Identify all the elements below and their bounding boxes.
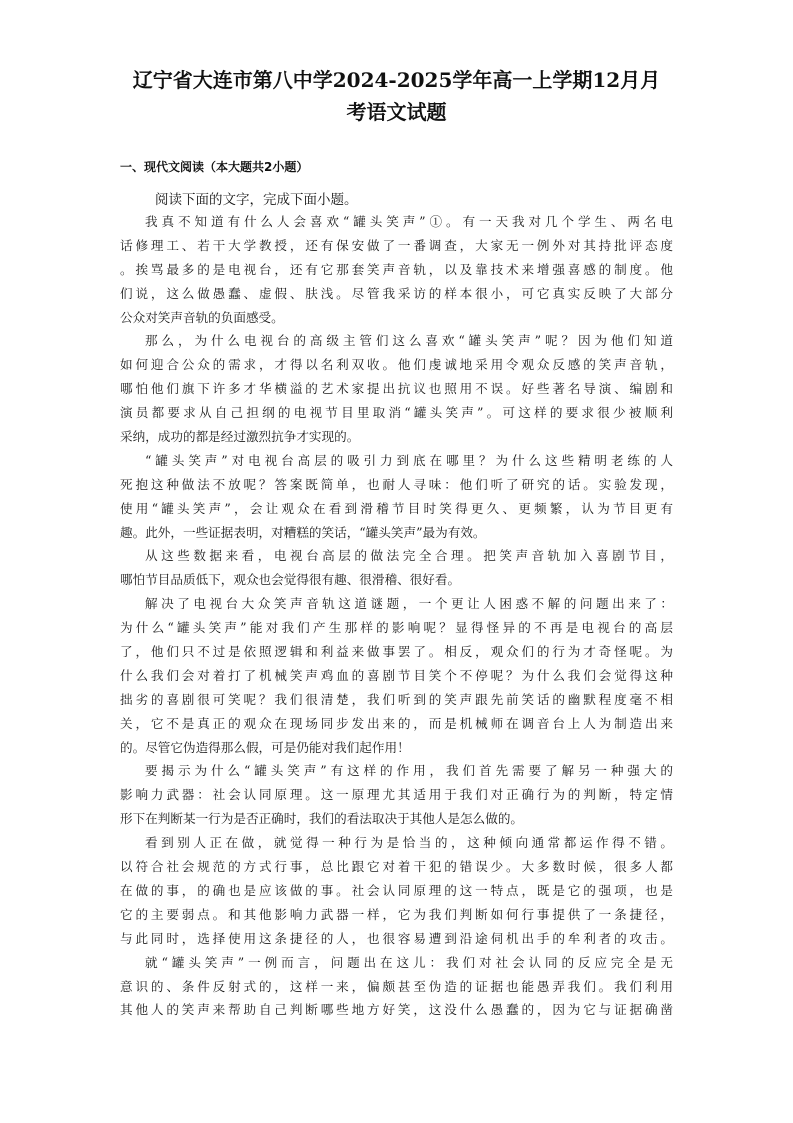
passage-line: 采纳，成功的都是经过激烈抗争才实现的。 [120, 429, 360, 445]
passage-line: 。挨骂最多的是电视台，还有它那套笑声音轨，以及靠技术来增强喜感的制度。他 [120, 261, 673, 277]
passage-line: 了，他们只不过是依照逻辑和利益来做事罢了。相反，观众们的行为才奇怪呢。为 [120, 644, 673, 660]
title-line-1: 辽宁省大连市第八中学2024-2025学年高一上学期12月月 [132, 68, 661, 92]
passage-line: 影响力武器：社会认同原理。这一原理尤其适用于我们对正确行为的判断，特定情 [120, 787, 673, 803]
passage-line: 那么，为什么电视台的高级主管们这么喜欢“罐头笑声”呢？因为他们知道 [145, 333, 673, 349]
passage-line: 在做的事，的确也是应该做的事。社会认同原理的这一特点，既是它的强项，也是 [120, 882, 673, 898]
passage-line: “罐头笑声”对电视台高层的吸引力到底在哪里？为什么这些精明老练的人 [145, 452, 673, 468]
passage-line: 使用“罐头笑声”，会让观众在看到滑稽节目时笑得更久、更频繁，认为节目更有 [120, 500, 673, 516]
passage-line: 的。尽管它伪造得那么假，可是仍能对我们起作用！ [120, 739, 410, 755]
document-title [0, 64, 793, 128]
passage-line: 以符合社会规范的方式行事，总比跟它对着干犯的错误少。大多数时候，很多人都 [120, 859, 673, 875]
passage-line: 拙劣的喜剧很可笑呢？我们很清楚，我们听到的笑声跟先前笑话的幽默程度毫不相 [120, 691, 673, 707]
passage-line: 死抱这种做法不放呢？答案既简单，也耐人寻味：他们听了研究的话。实验发现， [120, 476, 673, 492]
passage-line: 们说，这么做愚蠢、虚假、肤浅。尽管我采访的样本很小，可它真实反映了大部分 [120, 285, 673, 301]
passage-line: 什么我们会对着打了机械笑声鸡血的喜剧节目笑个不停呢？为什么我们会觉得这种 [120, 667, 673, 683]
passage-line: 它的主要弱点。和其他影响力武器一样，它为我们判断如何行事提供了一条捷径， [120, 906, 673, 922]
passage-line: 看到别人正在做，就觉得一种行为是恰当的，这种倾向通常都运作得不错。 [145, 835, 673, 851]
passage-line: 话修理工、若干大学教授，还有保安做了一番调查，大家无一例外对其持批评态度 [120, 237, 673, 253]
passage-line: 要揭示为什么“罐头笑声”有这样的作用，我们首先需要了解另一种强大的 [145, 763, 673, 779]
passage-line: 意识的、条件反射式的，这样一来，偏颇甚至伪造的证据也能愚弄我们。我们利用 [120, 978, 673, 994]
passage-line: 形下在判断某一行为是否正确时，我们的看法取决于其他人是怎么做的。 [120, 811, 523, 827]
passage-line: 关，它不是真正的观众在现场同步发出来的，而是机械师在调音台上人为制造出来 [120, 715, 673, 731]
passage-line: 哪怕节目品质低下，观众也会觉得很有趣、很滑稽、很好看。 [120, 572, 461, 588]
passage-line: 与此同时，选择使用这条捷径的人，也很容易遭到沿途伺机出手的牟利者的攻击。 [120, 930, 673, 946]
passage-line: 就“罐头笑声”一例而言，问题出在这儿：我们对社会认同的反应完全是无 [145, 954, 673, 970]
title-line-2: 考语文试题 [346, 100, 447, 124]
passage-line: 演员都要求从自己担纲的电视节目里取消“罐头笑声”。可这样的要求很少被顺利 [120, 405, 673, 421]
reading-instruction: 阅读下面的文字，完成下面小题。 [155, 192, 358, 208]
section-heading: 一、现代文阅读（本大题共2小题） [120, 160, 309, 174]
reading-passage [120, 210, 673, 1022]
passage-line: 解决了电视台大众笑声音轨这道谜题，一个更让人困惑不解的问题出来了： [145, 596, 673, 612]
passage-line: 其他人的笑声来帮助自己判断哪些地方好笑，这没什么愚蠢的，因为它与证据确凿 [120, 1002, 673, 1018]
passage-line: 公众对笑声音轨的负面感受。 [120, 309, 284, 325]
passage-line: 我真不知道有什么人会喜欢“罐头笑声”①。有一天我对几个学生、两名电 [145, 214, 673, 229]
passage-line: 趣。此外，一些证据表明，对糟糕的笑话，“罐头笑声”最为有效。 [120, 524, 486, 540]
passage-line: 如何迎合公众的需求，才得以名利双收。他们虔诚地采用令观众反感的笑声音轨， [120, 357, 673, 373]
passage-line: 哪怕他们旗下许多才华横溢的艺术家提出抗议也照用不误。好些著名导演、编剧和 [120, 381, 673, 397]
passage-line: 为什么“罐头笑声”能对我们产生那样的影响呢？显得怪异的不再是电视台的高层 [120, 620, 673, 636]
passage-line: 从这些数据来看，电视台高层的做法完全合理。把笑声音轨加入喜剧节目， [145, 548, 673, 564]
